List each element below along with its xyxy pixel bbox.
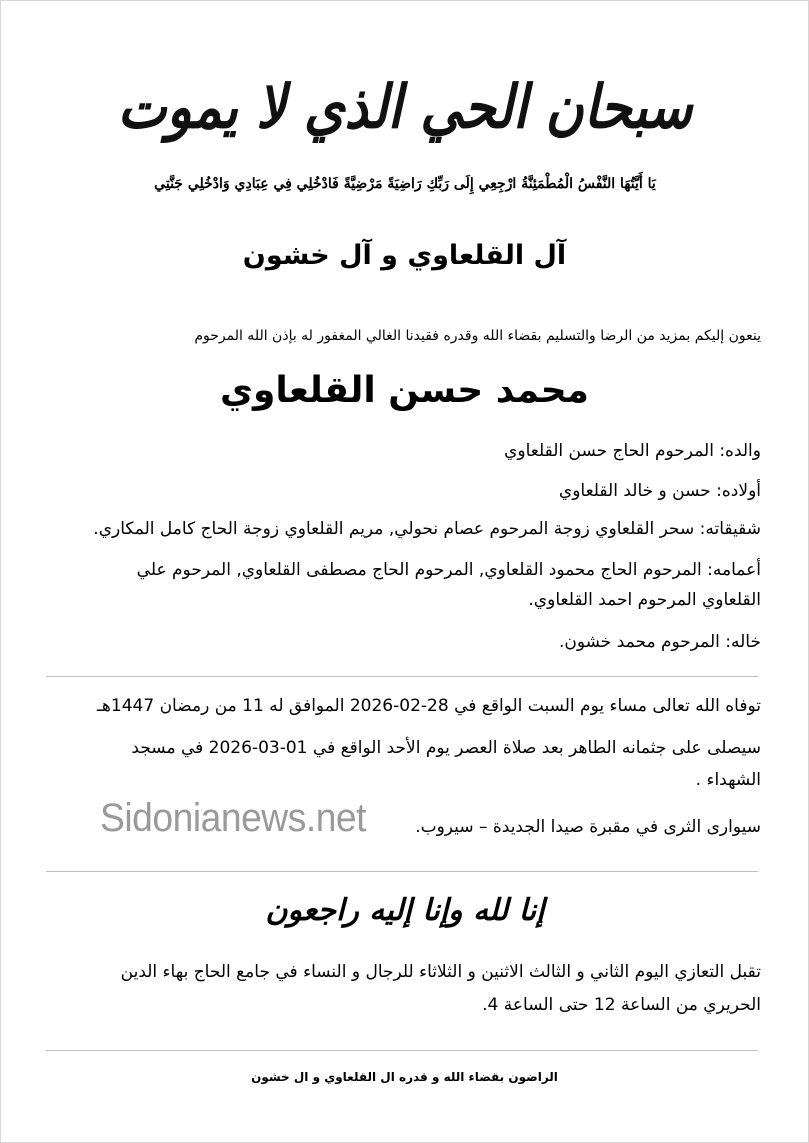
verse-calligraphy xyxy=(265,880,545,940)
prayer-line-2: الشهداء . xyxy=(695,770,761,790)
verse-calligraphy-text: إنا لله وإنا إليه راجعون xyxy=(265,892,545,928)
deceased-name: محمد حسن القلعاوي xyxy=(220,370,589,411)
burial-line: سيوارى الثرى في مقبرة صيدا الجديدة – سيروب. xyxy=(415,817,761,837)
footer-signature: الراضون بقضاء الله و قدره ال القلعاوي و ال خشون xyxy=(251,1070,558,1084)
children-line: أولاده: حسن و خالد القلعاوي xyxy=(558,481,761,501)
family-heading: آل القلعاوي و آل خشون xyxy=(242,240,567,271)
divider-2 xyxy=(46,871,758,872)
condolences-line-1: تقبل التعازي اليوم الثاني و الثالث الاثنين و الثلاثاء للرجال و النساء في جامع الحاج بهاء الدين xyxy=(120,962,761,982)
uncles-line-2: القلعاوي المرحوم احمد القلعاوي. xyxy=(528,590,761,610)
sisters-line: شقيقاته: سحر القلعاوي زوجة المرحوم عصام نحولي, مريم القلعاوي زوجة الحاج كامل المكاري. xyxy=(93,519,761,539)
divider-3 xyxy=(46,1050,758,1051)
father-line: والده: المرحوم الحاج حسن القلعاوي xyxy=(504,441,761,461)
watermark: Sidonianews.net xyxy=(100,796,367,840)
divider-1 xyxy=(46,676,758,677)
prayer-line-1: سيصلى على جثمانه الطاهر بعد صلاة العصر يوم الأحد الواقع في 01-03-2026 في مسجد xyxy=(131,738,761,758)
header-calligraphy xyxy=(117,55,693,160)
header-calligraphy-text: سبحان الحي الذي لا يموت xyxy=(117,72,693,143)
uncles-line-1: أعمامه: المرحوم الحاج محمود القلعاوي, المرحوم الحاج مصطفى القلعاوي, المرحوم علي xyxy=(136,560,761,580)
death-line: توفاه الله تعالى مساء يوم السبت الواقع في 28-02-2026 الموافق له 11 من رمضان 1447هـ xyxy=(96,696,761,716)
announcement-text: ينعون إليكم بمزيد من الرضا والتسليم بقضاء الله وقدره فقيدنا الغالي المغفور له بإذن الله المرحوم xyxy=(194,328,761,344)
condolences-line-2: الحريري من الساعة 12 حتى الساعة 4. xyxy=(482,995,761,1015)
maternal-uncle-line: خاله: المرحوم محمد خشون. xyxy=(558,632,761,652)
quran-verse: يَا أَيَّتُهَا النَّفْسُ الْمُطْمَئِنَّةُ ارْجِعِي إِلَى رَبِّكِ رَاضِيَةً مَرْضِيَّةً فَادْخُلِي فِي عِبَادِي وَادْخُلِي جَنَّتِي xyxy=(154,176,656,192)
